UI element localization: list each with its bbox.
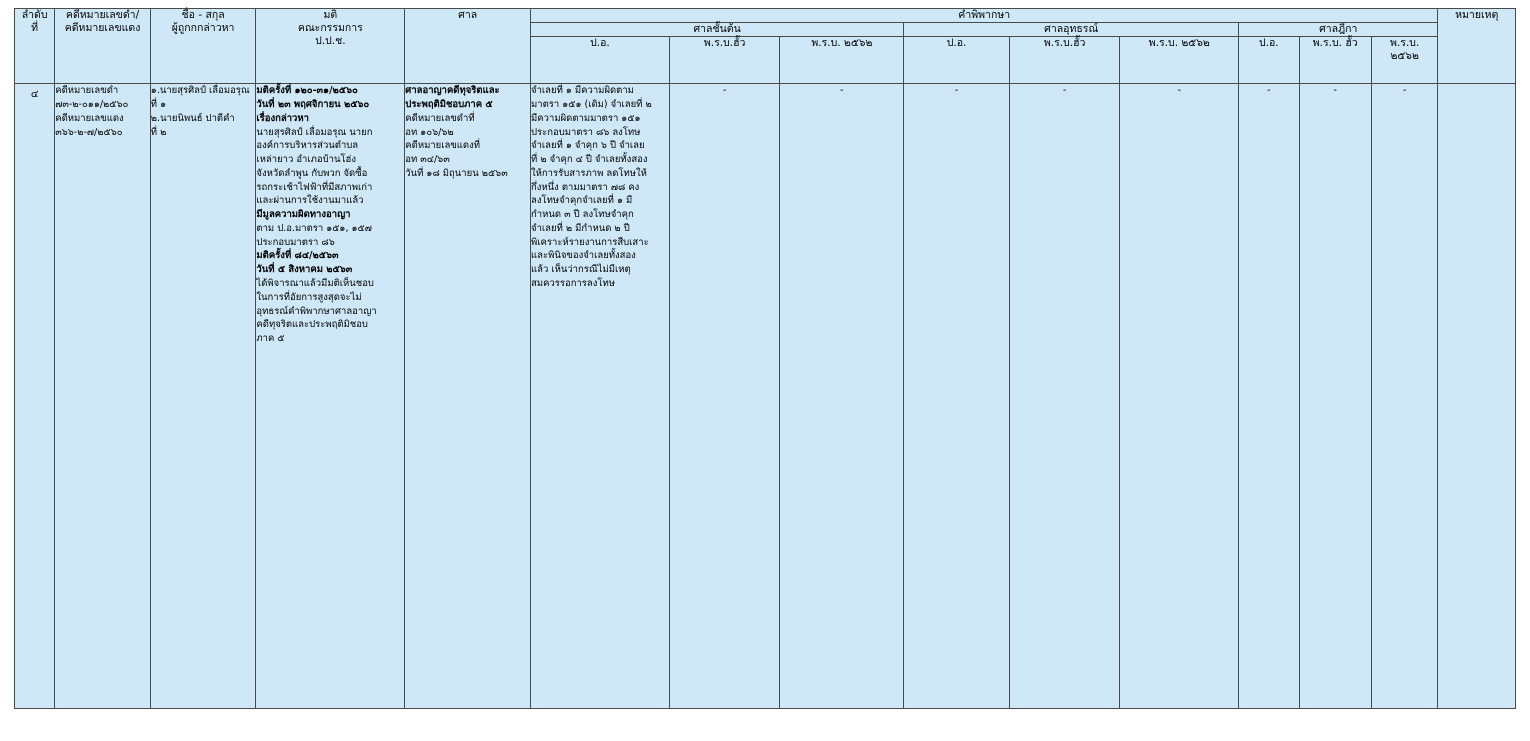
- cell-appeal-criminal-code: -: [904, 84, 1010, 709]
- judgment-line: ลงโทษจำคุกจำเลยที่ ๑ มี: [531, 195, 633, 207]
- court-block: [405, 84, 530, 180]
- case-numbers-line: ๓๖๖-๒-๗/๒๕๖๐: [55, 126, 123, 138]
- judgment-line: พิเคราะห์รายงานการสืบเสาะ: [531, 236, 649, 248]
- case-numbers-block: [55, 84, 150, 139]
- col-header-appeal-3: พ.ร.บ. ๒๕๖๒: [1120, 37, 1239, 84]
- col-header-judgment-group: คำพิพากษา: [531, 9, 1438, 23]
- col-header-resolution-line3: ป.ป.ช.: [315, 35, 346, 48]
- resolution-line: นายสุรศิลป์ เลื่อมอรุณ นายก: [256, 126, 373, 138]
- resolution-line: รถกระเช้าไฟฟ้าที่มีสภาพเก่า: [256, 181, 373, 193]
- cell-first-instance-act-2562: -: [780, 84, 904, 709]
- resolution-line: ตาม ป.อ.มาตรา ๑๕๑, ๑๕๗: [256, 222, 372, 234]
- first-instance-block: [531, 84, 669, 290]
- cell-case-numbers: [55, 84, 151, 709]
- col-header-court-label: ศาล: [458, 9, 478, 21]
- col-header-level-supreme: ศาลฎีกา: [1239, 23, 1438, 37]
- col-header-appeal-2: พ.ร.บ.ฮั้ว: [1009, 37, 1120, 84]
- resolution-line: มติครั้งที่ ๑๒๐-๓๑/๒๕๖๐: [256, 85, 358, 97]
- col-header-first-3: พ.ร.บ. ๒๕๖๒: [780, 37, 904, 84]
- resolution-line: เหล่ายาว อำเภอบ้านโฮ่ง: [256, 154, 356, 166]
- col-header-order-line2: ที่: [31, 22, 39, 35]
- col-header-first-1: ป.อ.: [531, 37, 670, 84]
- judgment-line: สมควรรอการลงโทษ: [531, 277, 615, 289]
- judgment-line: มาตรา ๑๕๑ (เดิม) จำเลยที่ ๒: [531, 99, 652, 111]
- col-header-level-first: ศาลชั้นต้น: [531, 23, 904, 37]
- resolution-line: และผ่านการใช้งานมาแล้ว: [256, 195, 364, 207]
- cell-first-instance-hua-act: -: [669, 84, 780, 709]
- resolution-block: [256, 84, 404, 346]
- resolution-line: ได้พิจารณาแล้วมีมติเห็นชอบ: [256, 277, 374, 289]
- col-header-resolution-line1: มติ: [323, 9, 338, 21]
- col-header-note: หมายเหตุ: [1438, 9, 1516, 84]
- court-line: วันที่ ๑๘ มิถุนายน ๒๕๖๓: [405, 167, 508, 179]
- judgment-line: กำหนด ๓ ปี ลงโทษจำคุก: [531, 209, 634, 221]
- col-header-name: [150, 9, 256, 84]
- col-header-order-line1: ลำดับ: [21, 9, 48, 21]
- judgment-line: มีความผิดตามมาตรา ๑๕๑: [531, 112, 641, 124]
- judgment-line: จำเลยที่ ๒ มีกำหนด ๒ ปี: [531, 222, 630, 234]
- col-header-order: [15, 9, 55, 84]
- col-header-court: [405, 9, 531, 84]
- resolution-line: อุทธรณ์คำพิพากษาศาลอาญา: [256, 305, 377, 317]
- cell-appeal-act-2562: -: [1120, 84, 1239, 709]
- table-body: [15, 84, 1516, 709]
- col-header-resolution: [256, 9, 405, 84]
- judgment-line: จำเลยที่ ๑ มีความผิดตาม: [531, 85, 634, 97]
- resolution-line: วันที่ ๕ สิงหาคม ๒๕๖๓: [256, 264, 353, 276]
- resolution-line: ประกอบมาตรา ๘๖: [256, 236, 335, 248]
- table-row: [15, 84, 1516, 709]
- judgment-line: ที่ ๒ จำคุก ๔ ปี จำเลยทั้งสอง: [531, 154, 648, 166]
- court-line: คดีหมายเลขแดงที่: [405, 140, 481, 152]
- case-numbers-line: ๗๓-๒-๐๑๑/๒๕๖๐: [55, 99, 129, 111]
- resolution-line: ภาค ๕: [256, 333, 285, 345]
- resolution-line: วันที่ ๒๓ พฤศจิกายน ๒๕๖๐: [256, 99, 370, 111]
- judgment-line: และพินิจของจำเลยทั้งสอง: [531, 250, 636, 262]
- col-header-case-numbers-line1: คดีหมายเลขดำ/: [65, 9, 140, 21]
- col-header-name-line1: ชื่อ - สกุล: [181, 9, 225, 21]
- col-header-supreme-1: ป.อ.: [1239, 37, 1299, 84]
- cell-resolution: [256, 84, 405, 709]
- resolution-line: เรื่องกล่าวหา: [256, 112, 309, 124]
- col-header-name-line2: ผู้ถูกกกล่าวหา: [171, 22, 235, 35]
- judgment-line: ให้การรับสารภาพ ลดโทษให้: [531, 167, 647, 179]
- col-header-level-appeal: ศาลอุทธรณ์: [904, 23, 1239, 37]
- cell-supreme-hua-act: -: [1299, 84, 1371, 709]
- cell-accused: [150, 84, 256, 709]
- court-line: อท ๓๔/๖๓: [405, 154, 450, 166]
- col-header-appeal-1: ป.อ.: [904, 37, 1010, 84]
- case-numbers-line: คดีหมายเลขแดง: [55, 112, 124, 124]
- judgment-line: กึ่งหนึ่ง ตามมาตรา ๗๘ คง: [531, 181, 640, 193]
- accused-block: [151, 84, 256, 139]
- case-numbers-line: คดีหมายเลขดำ: [55, 85, 119, 97]
- cell-appeal-hua-act: -: [1009, 84, 1120, 709]
- resolution-line: ในการที่อัยการสูงสุดจะไม่: [256, 291, 362, 303]
- court-line: ประพฤติมิชอบภาค ๕: [405, 99, 493, 111]
- resolution-line: จังหวัดลำพูน กับพวก จัดซื้อ: [256, 167, 368, 179]
- accused-line: ที่ ๒: [150, 126, 167, 138]
- col-header-supreme-3-line2: ๒๕๖๒: [1390, 50, 1419, 63]
- cell-court: [405, 84, 531, 709]
- col-header-supreme-3: [1371, 37, 1438, 84]
- accused-line: ๑.นายสุรศิลป์ เลื่อมอรุณ: [150, 85, 250, 97]
- col-header-case-numbers: [55, 9, 151, 84]
- court-line: คดีหมายเลขดำที่: [405, 112, 475, 124]
- resolution-line: คดีทุจริตและประพฤติมิชอบ: [256, 319, 368, 331]
- cell-order: ๔: [15, 84, 55, 709]
- accused-line: ๒.นายนิพนธ์ ปาตีคำ: [150, 112, 235, 124]
- col-header-resolution-line2: คณะกรรมการ: [297, 22, 363, 35]
- case-summary-table: [14, 8, 1516, 709]
- cell-note: [1438, 84, 1516, 709]
- header-row-1: [15, 9, 1516, 23]
- resolution-line: มติครั้งที่ ๘๔/๒๕๖๓: [256, 250, 339, 262]
- accused-line: ที่ ๑: [150, 99, 167, 111]
- col-header-supreme-2: พ.ร.บ. ฮั้ว: [1299, 37, 1371, 84]
- table-head: [15, 9, 1516, 84]
- col-header-supreme-3-line1: พ.ร.บ.: [1390, 37, 1420, 50]
- cell-supreme-act-2562: -: [1371, 84, 1438, 709]
- judgment-line: จำเลยที่ ๑ จำคุก ๖ ปี จำเลย: [531, 140, 645, 152]
- court-line: ศาลอาญาคดีทุจริตและ: [405, 85, 500, 97]
- resolution-line: องค์การบริหารส่วนตำบล: [256, 140, 359, 152]
- court-line: อท ๑๐๖/๖๒: [405, 126, 454, 138]
- resolution-line: มีมูลความผิดทางอาญา: [256, 209, 351, 221]
- cell-first-instance-criminal-code: [531, 84, 670, 709]
- judgment-line: แล้ว เห็นว่ากรณีไม่มีเหตุ: [531, 264, 631, 276]
- col-header-first-2: พ.ร.บ.ฮั้ว: [669, 37, 780, 84]
- col-header-case-numbers-line2: คดีหมายเลขแดง: [64, 22, 141, 35]
- judgment-line: ประกอบมาตรา ๘๖ ลงโทษ: [531, 126, 641, 138]
- cell-supreme-criminal-code: -: [1239, 84, 1299, 709]
